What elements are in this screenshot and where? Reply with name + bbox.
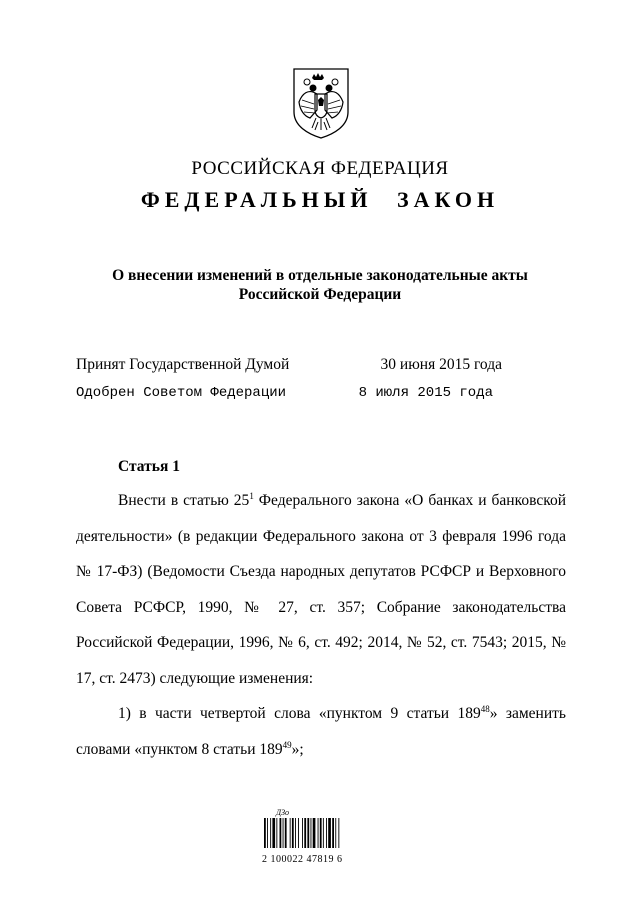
article-paragraph-1 (76, 483, 566, 696)
barcode-bar (332, 818, 334, 848)
item-text: » заменить словами «пунктом 8 статьи 189 (76, 705, 566, 758)
barcode-bar (298, 818, 299, 848)
superscript: 48 (480, 704, 490, 714)
barcode-bar (270, 818, 271, 848)
barcode-bar (272, 818, 275, 848)
barcode-bar (311, 818, 312, 848)
barcode-mark: ДЗо (276, 808, 290, 817)
council-label: Одобрен Советом Федерации (76, 385, 287, 401)
barcode-bar (318, 818, 319, 848)
article-item-1 (76, 696, 566, 767)
barcode-bar (295, 818, 296, 848)
document-type: ФЕДЕРАЛЬНЫЙ ЗАКОН (140, 187, 500, 212)
country-name: РОССИЙСКАЯ ФЕДЕРАЦИЯ (191, 158, 449, 179)
council-date: 8 июля 2015 года (358, 385, 493, 401)
item-text: »; (291, 740, 304, 758)
barcode-bar (328, 818, 331, 848)
paragraph-text: Федерального закона «О банках и банковской деятельности» (в редакции Федерального закона от 3 февраля 1996 года № 17-ФЗ) (Ведомости Съезда народных депутатов РСФСР и Верховного Совета РСФСР, 1990, № 27, ст. 357; Собрание законодательства Российской Федерации, 1996, № 6, ст. 492; 2014, № 52, ст. 7543; 2015, № 17, ст. 2473) следующие изменения: (76, 492, 566, 687)
barcode-bar (304, 818, 306, 848)
law-title (90, 266, 550, 304)
barcode-bar (323, 818, 324, 848)
article-body (76, 483, 566, 767)
duma-date: 30 июня 2015 года (380, 356, 502, 373)
superscript: 1 (249, 491, 254, 501)
barcode-bar (290, 818, 291, 848)
superscript: 49 (282, 739, 292, 750)
barcode-bar (335, 818, 336, 848)
barcode-bar (302, 818, 303, 848)
barcode-block (262, 808, 368, 865)
barcode-bar (283, 818, 284, 848)
barcode-bar (326, 818, 327, 848)
barcode-bar (338, 818, 339, 848)
paragraph-text: Внести в статью 25 (118, 492, 250, 509)
barcode-bar (292, 818, 294, 848)
barcode-bar (276, 818, 277, 848)
barcode-bar (307, 818, 309, 848)
barcode-bar (267, 818, 268, 848)
barcode-bar (313, 818, 316, 848)
barcode-number: 2 100022 47819 6 (262, 854, 343, 865)
duma-label: Принят Государственной Думой (76, 356, 290, 373)
barcode-bar (280, 818, 282, 848)
law-title-line-1: О внесении изменений в отдельные законодательные акты (112, 267, 528, 284)
item-text: 1) в части четвертой слова «пунктом 9 статьи 189 (118, 705, 481, 722)
barcode-image (262, 818, 354, 848)
barcode-bar (320, 818, 322, 848)
barcode-bar (285, 818, 287, 848)
barcode-bar (264, 818, 266, 848)
article-heading: Статья 1 (118, 458, 180, 475)
coat-of-arms-emblem (290, 66, 352, 140)
law-title-line-2: Российской Федерации (238, 286, 402, 303)
